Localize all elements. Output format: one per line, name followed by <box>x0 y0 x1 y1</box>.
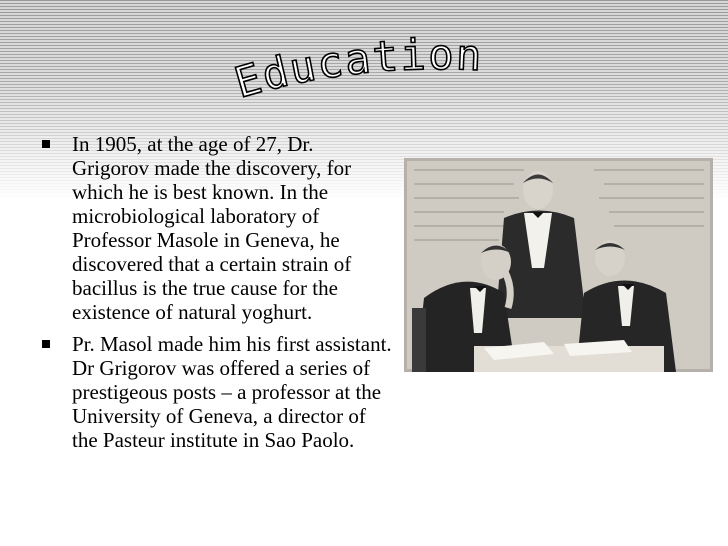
title-graphic <box>200 20 500 130</box>
historical-photo <box>404 158 713 372</box>
bullet-item <box>42 332 392 452</box>
square-bullet-icon <box>42 140 50 148</box>
bullet-list <box>42 132 392 460</box>
bullet-text: Pr. Masol made him his first assistant. Dr Grigorov was offered a series of prestigeous posts – a professor at the University of Geneva, a director of the Pasteur institute in Sao Paolo. <box>72 332 392 452</box>
svg-text:Education <box>229 30 484 107</box>
slide-title: Education <box>229 30 485 108</box>
square-bullet-icon <box>42 340 50 348</box>
bullet-item <box>42 132 392 324</box>
bullet-text: In 1905, at the age of 27, Dr. Grigorov made the discovery, for which he is best known. In the microbiological laboratory of Professor Masole in Geneva, he discovered that a certain strain of bacillus is the true cause for the existence of natural yoghurt. <box>72 132 352 324</box>
